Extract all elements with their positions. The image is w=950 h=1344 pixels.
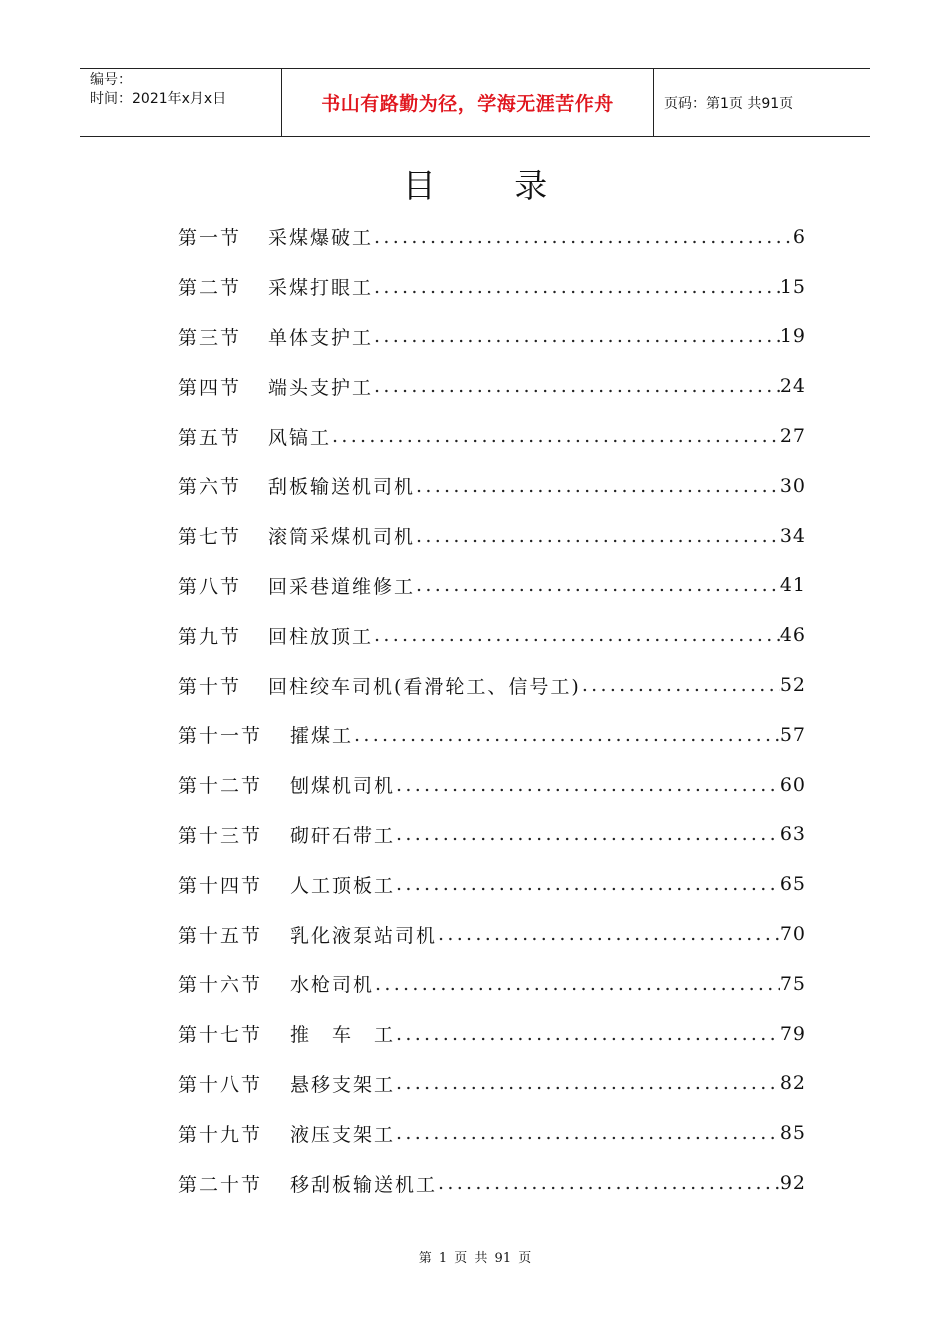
toc-section-title: 风镐工 bbox=[268, 426, 332, 449]
toc-section-number: 第十节 bbox=[178, 675, 242, 698]
toc-dot-leader bbox=[582, 674, 780, 696]
toc-section-title: 刨煤机司机 bbox=[290, 775, 396, 798]
toc-page-number: 75 bbox=[779, 972, 806, 995]
toc-section-title: 攉煤工 bbox=[290, 725, 354, 748]
toc-section-number: 第十四节 bbox=[178, 874, 263, 897]
toc-dot-leader bbox=[396, 873, 780, 895]
toc-page-number: 85 bbox=[779, 1122, 806, 1145]
toc-section-title: 刮板输送机司机 bbox=[268, 476, 416, 499]
toc-section-title: 移刮板输送机工 bbox=[290, 1173, 438, 1196]
toc-entry[interactable] bbox=[178, 1108, 806, 1158]
toc-page-number: 82 bbox=[779, 1072, 806, 1095]
toc-dot-leader bbox=[396, 1072, 780, 1094]
toc-section-number: 第十二节 bbox=[178, 775, 263, 798]
toc-page-number: 24 bbox=[779, 375, 806, 398]
toc-entry[interactable] bbox=[178, 561, 806, 611]
toc-entry[interactable] bbox=[178, 1009, 806, 1059]
toc-entry[interactable] bbox=[178, 810, 806, 860]
toc-entry[interactable] bbox=[178, 1059, 806, 1109]
toc-section-number: 第九节 bbox=[178, 625, 242, 648]
toc-page-number: 27 bbox=[779, 425, 806, 448]
toc-dot-leader bbox=[416, 574, 780, 596]
header-meta bbox=[80, 69, 282, 136]
toc-section-number: 第五节 bbox=[178, 426, 242, 449]
toc-dot-leader bbox=[438, 1172, 780, 1194]
header-page-info: 页码：第1页 共91页 bbox=[664, 95, 794, 112]
toc-dot-leader bbox=[396, 1122, 780, 1144]
toc-entry[interactable] bbox=[178, 959, 806, 1009]
toc-entry[interactable] bbox=[178, 610, 806, 660]
toc-entry[interactable] bbox=[178, 212, 806, 262]
toc-section-title: 回柱放顶工 bbox=[268, 625, 374, 648]
toc-page-number: 70 bbox=[779, 923, 806, 946]
table-of-contents bbox=[178, 212, 806, 1208]
toc-dot-leader bbox=[374, 276, 780, 298]
toc-section-title: 乳化液泵站司机 bbox=[290, 924, 438, 947]
toc-dot-leader bbox=[375, 973, 780, 995]
toc-section-title: 推 车 工 bbox=[290, 1024, 396, 1047]
header-motto: 书山有路勤为径，学海无涯苦作舟 bbox=[282, 69, 654, 136]
toc-entry[interactable] bbox=[178, 660, 806, 710]
toc-section-number: 第七节 bbox=[178, 526, 242, 549]
toc-section-number: 第六节 bbox=[178, 476, 242, 499]
toc-section-number: 第十七节 bbox=[178, 1024, 263, 1047]
toc-page-number: 79 bbox=[779, 1022, 806, 1045]
toc-page-number: 52 bbox=[779, 674, 806, 697]
toc-dot-leader bbox=[374, 226, 793, 248]
toc-entry[interactable] bbox=[178, 859, 806, 909]
toc-section-number: 第十一节 bbox=[178, 725, 263, 748]
toc-section-title: 单体支护工 bbox=[268, 326, 374, 349]
toc-section-title: 人工顶板工 bbox=[290, 874, 396, 897]
toc-section-title: 悬移支架工 bbox=[290, 1073, 396, 1096]
page-footer: 第 1 页 共 91 页 bbox=[418, 1251, 532, 1266]
toc-entry[interactable] bbox=[178, 710, 806, 760]
toc-section-number: 第十八节 bbox=[178, 1073, 263, 1096]
toc-entry[interactable] bbox=[178, 909, 806, 959]
toc-section-title: 端头支护工 bbox=[268, 376, 374, 399]
toc-dot-leader bbox=[396, 823, 780, 845]
toc-dot-leader bbox=[354, 724, 780, 746]
toc-section-number: 第十三节 bbox=[178, 824, 263, 847]
toc-section-title: 回柱绞车司机(看滑轮工、信号工) bbox=[268, 675, 581, 698]
toc-section-number: 第十九节 bbox=[178, 1123, 263, 1146]
toc-section-title: 采煤爆破工 bbox=[268, 227, 374, 250]
toc-page-number: 19 bbox=[779, 325, 806, 348]
toc-page-number: 34 bbox=[779, 524, 806, 547]
toc-section-number: 第二十节 bbox=[178, 1173, 263, 1196]
toc-entry[interactable] bbox=[178, 511, 806, 561]
toc-section-number: 第一节 bbox=[178, 227, 242, 250]
toc-dot-leader bbox=[396, 1023, 780, 1045]
toc-dot-leader bbox=[374, 325, 780, 347]
toc-dot-leader bbox=[374, 375, 780, 397]
page-header bbox=[80, 68, 870, 137]
toc-entry[interactable] bbox=[178, 461, 806, 511]
toc-page-number: 41 bbox=[779, 574, 806, 597]
toc-section-number: 第四节 bbox=[178, 376, 242, 399]
toc-section-number: 第十五节 bbox=[178, 924, 263, 947]
toc-section-title: 滚筒采煤机司机 bbox=[268, 526, 416, 549]
toc-page-number: 46 bbox=[779, 624, 806, 647]
toc-section-title: 采煤打眼工 bbox=[268, 277, 374, 300]
toc-page-number: 60 bbox=[779, 773, 806, 796]
toc-page-number: 63 bbox=[779, 823, 806, 846]
toc-dot-leader bbox=[374, 624, 780, 646]
toc-entry[interactable] bbox=[178, 411, 806, 461]
toc-dot-leader bbox=[416, 475, 780, 497]
toc-section-number: 第八节 bbox=[178, 575, 242, 598]
document-time-label: 时间：2021年x月x日 bbox=[90, 91, 227, 107]
toc-section-title: 液压支架工 bbox=[290, 1123, 396, 1146]
toc-dot-leader bbox=[438, 923, 780, 945]
toc-page-number: 65 bbox=[779, 873, 806, 896]
toc-section-number: 第三节 bbox=[178, 326, 242, 349]
toc-page-number: 30 bbox=[779, 474, 806, 497]
toc-entry[interactable] bbox=[178, 262, 806, 312]
toc-section-title: 砌矸石带工 bbox=[290, 824, 396, 847]
toc-entry[interactable] bbox=[178, 1158, 806, 1208]
toc-section-title: 水枪司机 bbox=[290, 974, 375, 997]
toc-section-number: 第二节 bbox=[178, 277, 242, 300]
toc-entry[interactable] bbox=[178, 361, 806, 411]
toc-entry[interactable] bbox=[178, 760, 806, 810]
toc-page-number: 6 bbox=[792, 225, 806, 248]
toc-entry[interactable] bbox=[178, 312, 806, 362]
page-title: 目 录 bbox=[402, 166, 582, 205]
toc-dot-leader bbox=[416, 525, 780, 547]
toc-page-number: 15 bbox=[779, 275, 806, 298]
toc-page-number: 92 bbox=[779, 1172, 806, 1195]
toc-section-number: 第十六节 bbox=[178, 974, 263, 997]
toc-dot-leader bbox=[396, 774, 780, 796]
toc-section-title: 回采巷道维修工 bbox=[268, 575, 416, 598]
document-number-label: 编号： bbox=[90, 72, 132, 88]
toc-page-number: 57 bbox=[779, 723, 806, 746]
toc-dot-leader bbox=[332, 425, 780, 447]
